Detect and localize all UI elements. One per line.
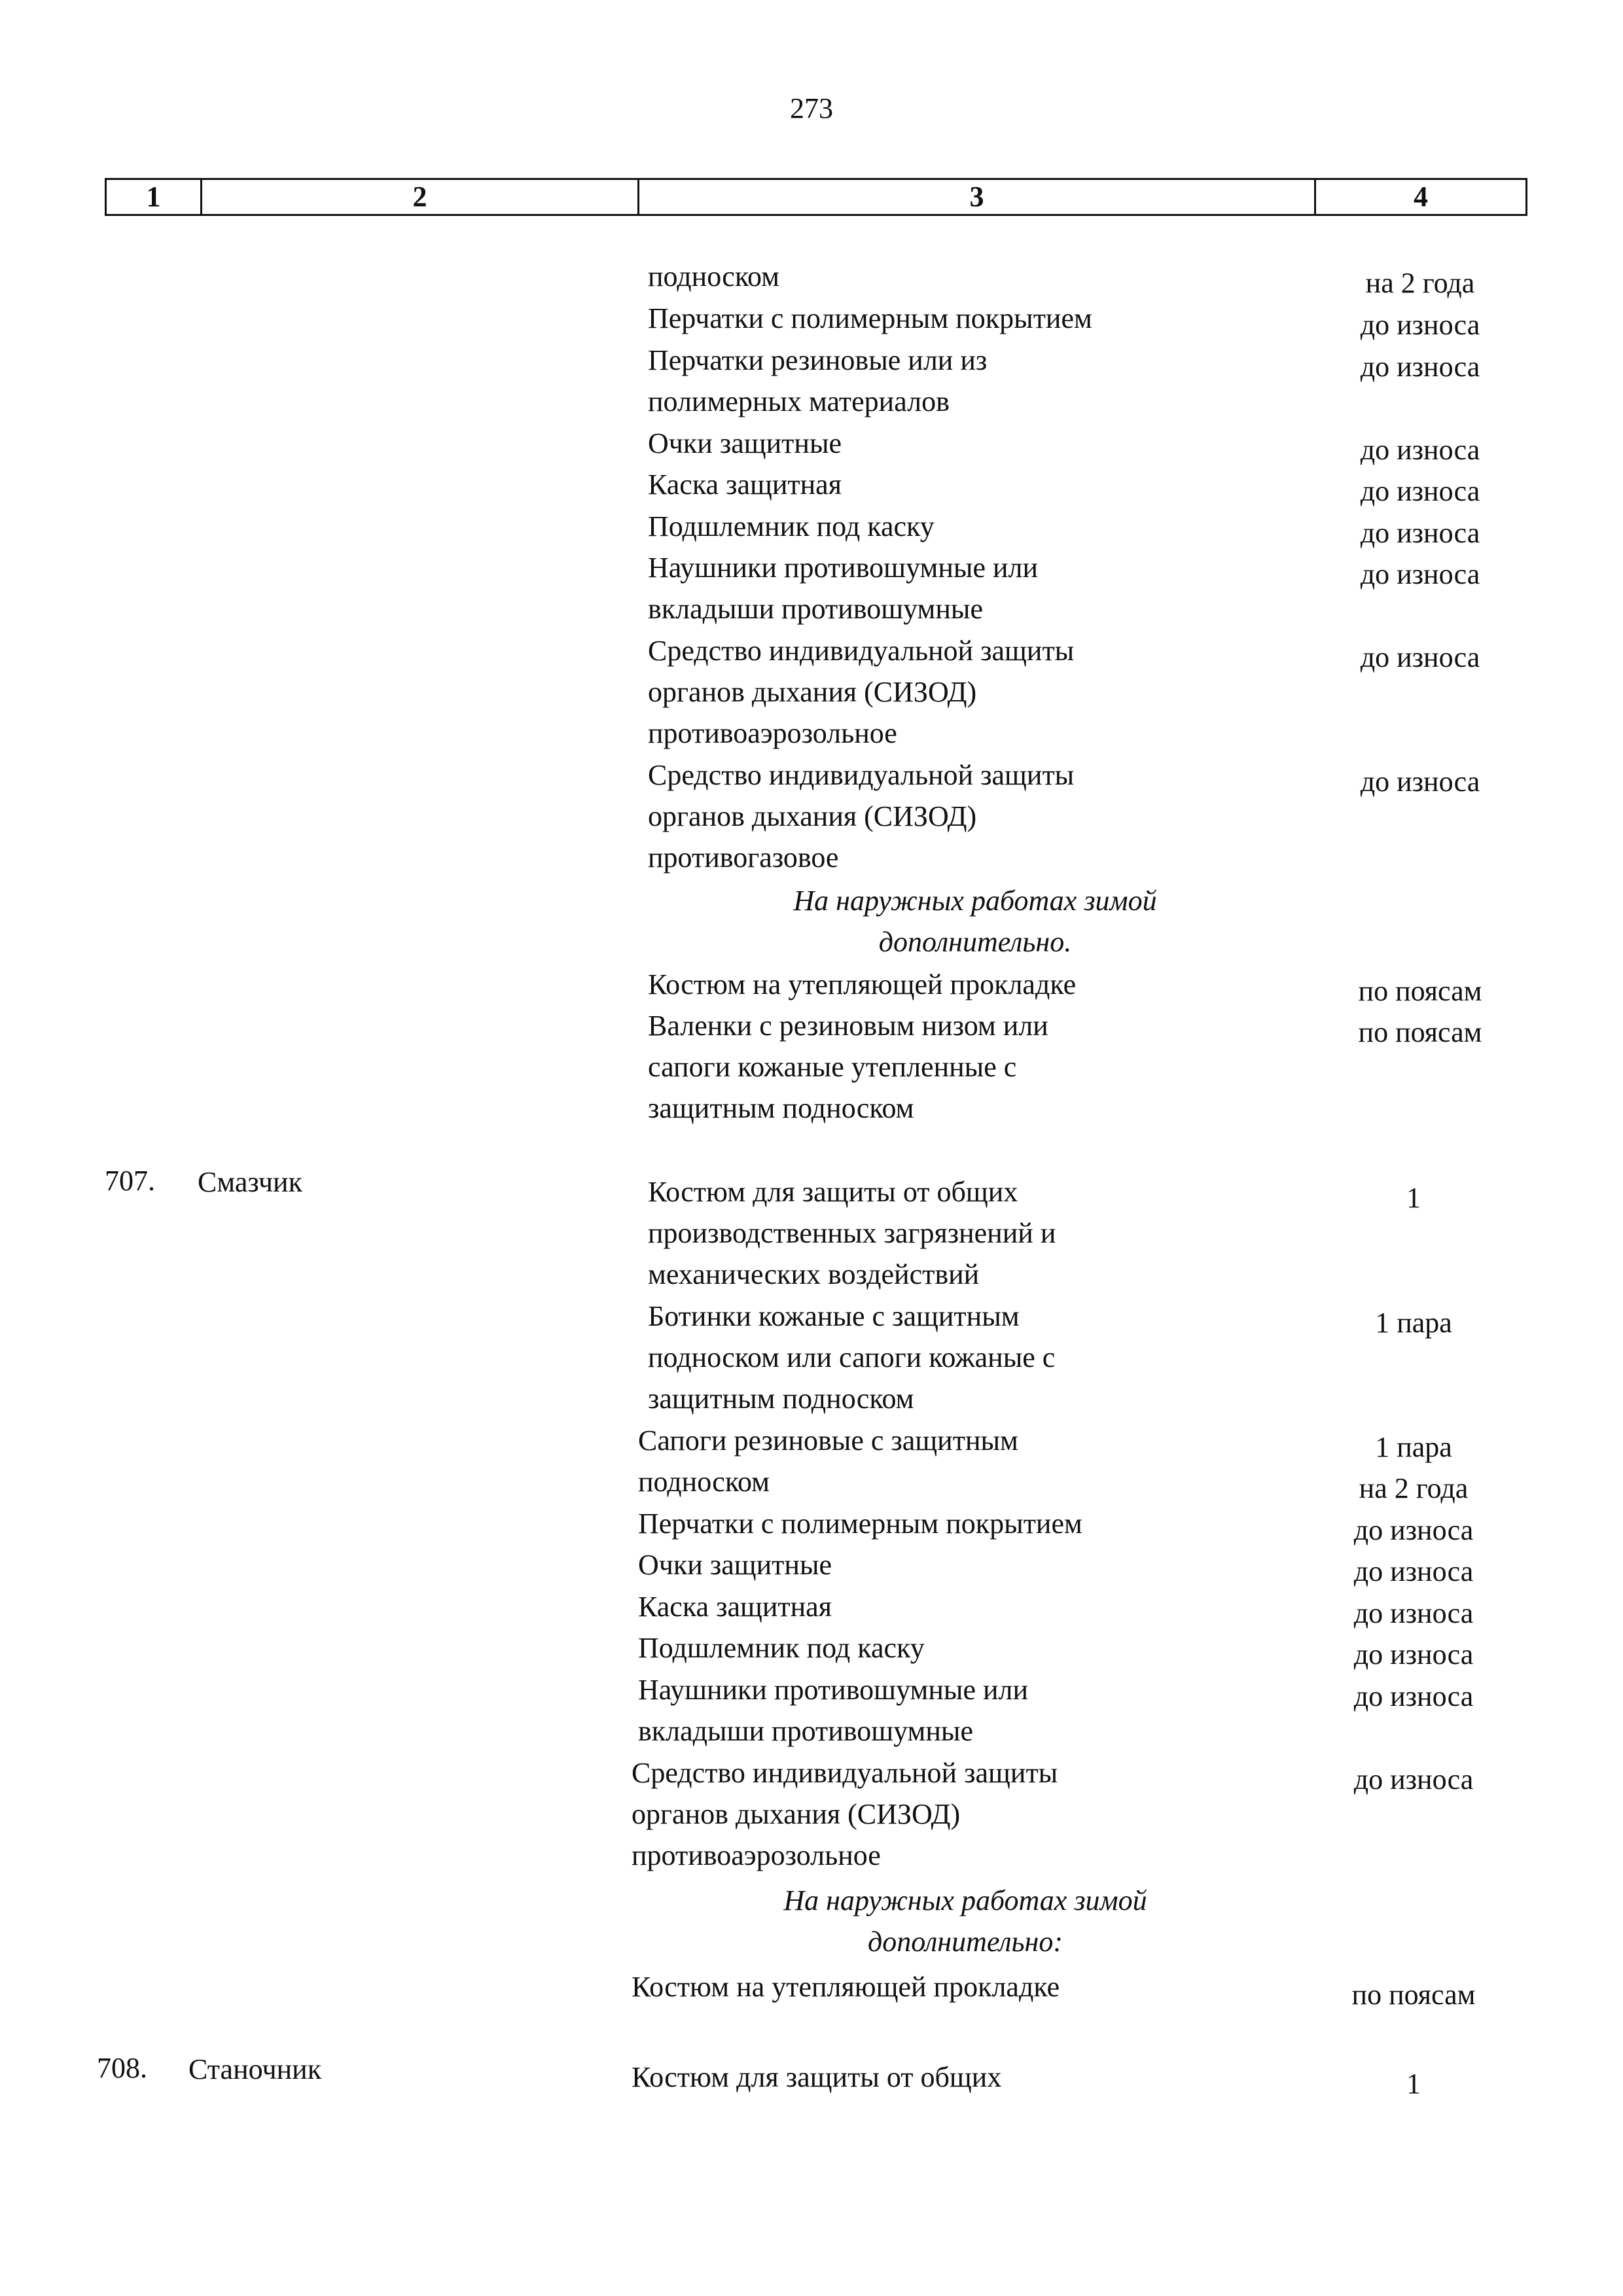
item-name: защитным подноском <box>648 1383 914 1415</box>
item-name: Средство индивидуальной защиты <box>648 759 1075 791</box>
item-qty: до износа <box>1353 1680 1474 1712</box>
item-name: органов дыхания (СИЗОД) <box>648 800 977 832</box>
item-qty: на 2 года <box>1359 1472 1469 1504</box>
item-qty: до износа <box>1360 309 1480 341</box>
item-name: Средство индивидуальной защиты <box>632 1757 1058 1789</box>
item-name: механических воздействий <box>648 1258 980 1290</box>
item-name: противогазовое <box>648 841 839 874</box>
item-qty: 1 <box>1406 2068 1421 2100</box>
item-name: защитным подноском <box>648 1092 914 1124</box>
entry-number: 707. <box>105 1165 155 1197</box>
item-name: производственных загрязнений и <box>648 1217 1056 1249</box>
item-name: Наушники противошумные или <box>638 1674 1029 1706</box>
item-name: Каска защитная <box>648 468 842 501</box>
page-number: 273 <box>790 92 833 124</box>
item-qty: до износа <box>1353 1763 1474 1795</box>
item-name: Перчатки резиновые или из <box>648 344 988 376</box>
item-qty: 1 пара <box>1375 1307 1452 1339</box>
item-name: подноском <box>648 260 779 292</box>
item-qty: до износа <box>1360 641 1480 673</box>
item-name: Очки защитные <box>638 1549 832 1581</box>
column-header-2: 2 <box>202 180 639 214</box>
item-qty: до износа <box>1360 434 1480 466</box>
item-name: Костюм для защиты от общих <box>648 1176 1018 1208</box>
column-header-3: 3 <box>639 180 1316 214</box>
item-qty: по поясам <box>1358 975 1482 1007</box>
item-name: Подшлемник под каску <box>638 1632 925 1664</box>
item-name: вкладыши противошумные <box>638 1715 974 1747</box>
item-name: Ботинки кожаные с защитным <box>648 1300 1020 1332</box>
item-name: Подшлемник под каску <box>648 510 935 542</box>
winter-note: На наружных работах зимой <box>783 1884 1147 1916</box>
item-name: органов дыхания (СИЗОД) <box>648 676 977 708</box>
winter-note: дополнительно. <box>878 926 1072 958</box>
item-name: Каска защитная <box>638 1591 832 1623</box>
item-qty: на 2 года <box>1365 267 1475 299</box>
item-qty: до износа <box>1353 1514 1474 1546</box>
item-name: Костюм на утепляющей прокладке <box>648 968 1077 1000</box>
profession-name: Смазчик <box>198 1166 302 1198</box>
column-header-1: 1 <box>107 180 202 214</box>
item-name: Перчатки с полимерным покрытием <box>638 1508 1082 1540</box>
winter-note: На наружных работах зимой <box>793 885 1157 917</box>
item-name: Очки защитные <box>648 427 842 459</box>
item-name: Костюм для защиты от общих <box>632 2061 1002 2093</box>
item-name: Перчатки с полимерным покрытием <box>648 302 1092 334</box>
item-qty: до износа <box>1353 1597 1474 1629</box>
item-name: подноском <box>638 1466 770 1498</box>
item-name: Средство индивидуальной защиты <box>648 635 1075 667</box>
winter-note: дополнительно: <box>867 1926 1063 1958</box>
item-name: противоаэрозольное <box>632 1839 881 1871</box>
item-name: органов дыхания (СИЗОД) <box>632 1798 961 1830</box>
item-qty: до износа <box>1353 1638 1474 1670</box>
item-name: противоаэрозольное <box>648 717 897 749</box>
item-qty: до износа <box>1360 517 1480 549</box>
item-name: Сапоги резиновые с защитным <box>638 1424 1018 1457</box>
entry-number: 708. <box>97 2052 147 2084</box>
item-qty: до износа <box>1353 1555 1474 1587</box>
item-name: сапоги кожаные утепленные с <box>648 1051 1017 1083</box>
item-qty: до износа <box>1360 351 1480 383</box>
item-name: Валенки с резиновым низом или <box>648 1010 1048 1042</box>
item-name: Костюм на утепляющей прокладке <box>632 1971 1060 2003</box>
item-qty: по поясам <box>1358 1016 1482 1048</box>
item-name: Наушники противошумные или <box>648 552 1039 584</box>
item-name: подноском или сапоги кожаные с <box>648 1341 1056 1373</box>
item-qty: до износа <box>1360 766 1480 798</box>
item-qty: по поясам <box>1351 1979 1476 2011</box>
item-qty: до износа <box>1360 475 1480 507</box>
item-name: вкладыши противошумные <box>648 593 984 625</box>
profession-name: Станочник <box>188 2053 322 2085</box>
item-qty: до износа <box>1360 558 1480 590</box>
item-qty: 1 <box>1406 1182 1421 1214</box>
item-qty: 1 пара <box>1375 1431 1452 1463</box>
item-name: полимерных материалов <box>648 385 950 417</box>
column-header-4: 4 <box>1414 181 1428 213</box>
column-header-row <box>105 178 1527 216</box>
